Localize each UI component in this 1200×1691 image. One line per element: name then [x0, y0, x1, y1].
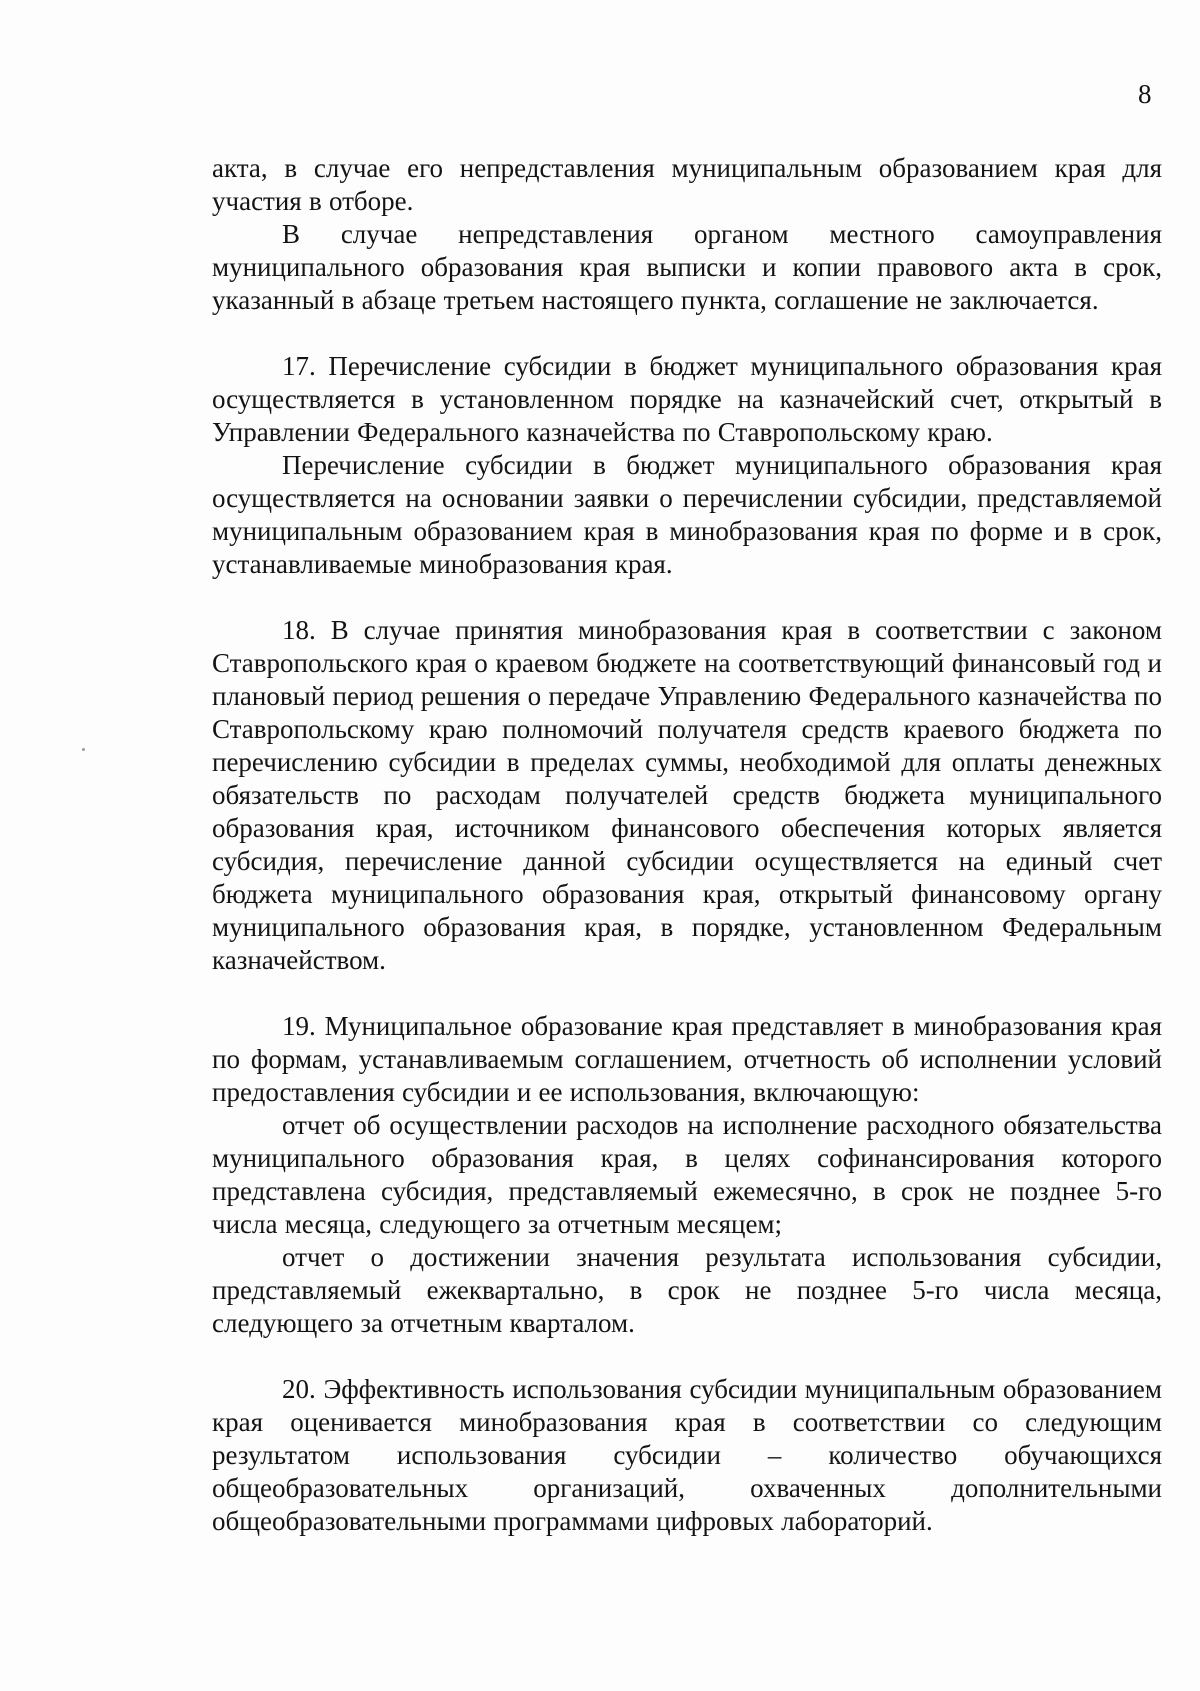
paragraph-16-continuation: акта, в случае его непредставления муниципальным образованием края для участия в отборе. [212, 153, 1162, 216]
paragraph-19-quarterly-report: отчет о достижении значения результата использования субсидии, представляемый ежеквартально, в срок не позднее 5-го числа месяца, следующего за отчетным кварталом. [212, 1242, 1162, 1338]
scan-speck [82, 748, 85, 751]
paragraph-20: 20. Эффективность использования субсидии муниципальным образованием края оценивается минобразования края в соответствии со следующим результатом использования субсидии – количество обучающихся общеобразовательных организаций, охваченных дополнительными общеобразовательными программами цифровых лабораторий. [212, 1374, 1162, 1536]
paragraph-16-no-agreement: В случае непредставления органом местного самоуправления муниципального образования края выписки и копии правового акта в срок, указанный в абзаце третьем настоящего пункта, соглашение не заключается. [212, 219, 1162, 315]
document-body [212, 152, 1162, 1538]
paragraph-17: 17. Перечисление субсидии в бюджет муниципального образования края осуществляется в установленном порядке на казначейский счет, открытый в Управлении Федерального казначейства по Ставропольскому краю. [212, 351, 1162, 447]
paragraph-19: 19. Муниципальное образование края представляет в минобразования края по формам, устанавливаемым соглашением, отчетность об исполнении условий предоставления субсидии и ее использования, включающую: [212, 1011, 1162, 1107]
paragraph-18: 18. В случае принятия минобразования края в соответствии с законом Ставропольского края о краевом бюджете на соответствующий финансовый год и плановый период решения о передаче Управлению Федерального казначейства по Ставропольскому краю полномочий получателя средств краевого бюджета по перечислению субсидии в пределах суммы, необходимой для оплаты денежных обязательств по расходам получателей средств бюджета муниципального образования края, источником финансового обеспечения которых является субсидия, перечисление данной субсидии осуществляется на единый счет бюджета муниципального образования края, открытый финансовому органу муниципального образования края, в порядке, установленном Федеральным казначейством. [212, 615, 1162, 975]
paragraph-17-transfer-basis: Перечисление субсидии в бюджет муниципального образования края осуществляется на основании заявки о перечислении субсидии, представляемой муниципальным образованием края в минобразования края по форме и в срок, устанавливаемые минобразования края. [212, 450, 1162, 579]
paragraph-19-monthly-report: отчет об осуществлении расходов на исполнение расходного обязательства муниципального образования края, в целях софинансирования которого представлена субсидия, представляемый ежемесячно, в срок не позднее 5-го числа месяца, следующего за отчетным месяцем; [212, 1110, 1162, 1239]
page-number: 8 [1138, 79, 1152, 109]
